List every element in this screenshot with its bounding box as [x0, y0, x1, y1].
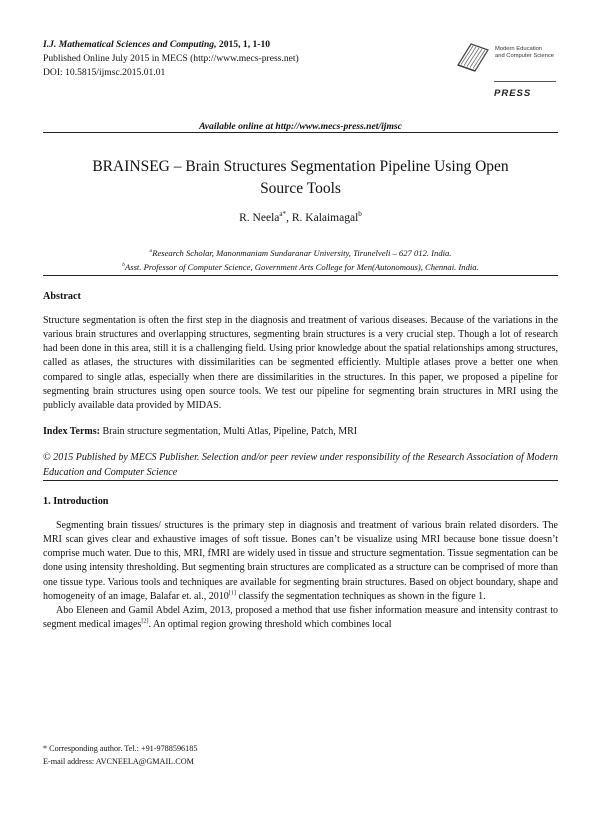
page-header: [43, 38, 558, 101]
index-terms-line: [43, 425, 558, 439]
press-label: PRESS: [494, 88, 532, 99]
header-divider: [43, 132, 558, 133]
doi-line: DOI: 10.5815/ijmsc.2015.01.01: [43, 66, 166, 78]
affiliation-a-mark: a: [149, 248, 153, 255]
paper-title: [43, 156, 558, 199]
logo-text-line2: and Computer Science: [495, 53, 554, 60]
journal-name: I.J. Mathematical Sciences and Computing,: [43, 39, 217, 50]
affiliation-a-text: Research Scholar, Manonmaniam Sundaranar University, Tirunelveli – 627 012. India.: [152, 248, 452, 259]
journal-info: [43, 38, 299, 80]
intro-paragraph-2: [43, 604, 558, 632]
mecs-logo: [454, 40, 558, 101]
affiliation-b-text: Asst. Professor of Computer Science, Government Arts College for Men(Autonomous), Chennai. India.: [124, 262, 479, 273]
intro-paragraph-2-tail: . An optimal region growing threshold which combines local: [148, 619, 392, 631]
affiliation-line-a: [43, 247, 558, 261]
abstract-divider: [43, 480, 558, 481]
intro-paragraph-2-text: Abo Eleneen and Gamil Abdel Azim, 2013, proposed a method that use fisher information measure and intensity contrast to segment medical images: [43, 604, 558, 631]
abstract-heading: Abstract: [43, 290, 81, 302]
footnote-corresponding-author: * Corresponding author. Tel.: +91-9788596185: [43, 743, 198, 753]
citation-2: [2]: [141, 617, 149, 625]
authors-separator: ,: [286, 212, 292, 225]
press-divider: [494, 81, 556, 101]
author-1-name: R. Neela: [239, 212, 280, 225]
introduction-heading: 1. Introduction: [43, 495, 109, 507]
journal-title-line: [43, 38, 299, 52]
affiliations: [43, 247, 558, 275]
journal-issue-info: 2015, 1, 1-10: [216, 39, 271, 50]
logo-text: [495, 40, 554, 60]
available-online-line: Available online at http://www.mecs-press.net/ijmsc: [199, 121, 402, 132]
logo-text-line1: Modern Education: [495, 46, 543, 52]
author-2-name: R. Kalaimagal: [291, 212, 359, 225]
published-line: Published Online July 2015 in MECS (http://www.mecs-press.net): [43, 52, 299, 64]
index-terms-text: Brain structure segmentation, Multi Atlas, Pipeline, Patch, MRI: [99, 426, 358, 438]
title-divider: [43, 275, 558, 276]
affiliation-b-mark: b: [122, 262, 125, 269]
index-terms-label: Index Terms:: [43, 426, 100, 438]
footnote-email: E-mail address: AVCNEELA@GMAIL.COM: [43, 756, 194, 766]
author-1-affiliation-mark: a*: [279, 210, 287, 219]
affiliation-line-b: [43, 261, 558, 275]
intro-paragraph-1: [43, 519, 558, 604]
copyright-notice: © 2015 Published by MECS Publisher. Selection and/or peer review under responsibility of the Research Association of Modern Education and Computer Science: [43, 452, 558, 478]
intro-paragraph-1-text: Segmenting brain tissues/ structures is the primary step in diagnosis and treatment of various brain related disorders. The MRI scan gives clear and exhaustive images of soft tissue. Bones can’t be visualize using MRI because bone tissue doesn’t comprise much water. Due to this, MRI, fMRI are widely used in tissue and structure segmentation. Tissue segmentation can be done using intensity thresholding. But segmenting brain structures are complicated as a structure can be comprised of more than one tissue type. Various tools and techniques are available for segmenting brain structures. Based on object boundary, shape and homogeneity of an image, Balafar et. al., 2010: [43, 519, 558, 602]
paper-title-line1: BRAINSEG – Brain Structures Segmentation Pipeline Using Open: [92, 158, 509, 175]
author-2-affiliation-mark: b: [358, 210, 362, 219]
intro-paragraph-1-tail: classify the segmentation techniques as shown in the figure 1.: [236, 590, 486, 602]
book-icon: [454, 40, 492, 79]
authors-line: [43, 212, 558, 224]
citation-1: [1]: [228, 589, 236, 597]
paper-title-line2: Source Tools: [260, 179, 341, 197]
abstract-text: Structure segmentation is often the first step in the diagnosis and treatment of various diseases. Because of the variations in the various brain structures and overlapping structures, segmenting brain structures is a very crucial step. Though a lot of research had been done in this area, still it is a challenging field. Using prior knowledge about the spatial relationships among structures, called as atlases, the structures with dissimilarities can be segmented efficiently. Multiple atlases prove a better one when compared to single atlas, especially when there are dissimilarities in the structures. In this paper, we proposed a pipeline for segmenting brain structures using open source tools. We test our pipeline for segmenting brain structures in MRI using the publicly available data provided by MIDAS.: [43, 314, 558, 411]
footnote: [43, 742, 197, 768]
